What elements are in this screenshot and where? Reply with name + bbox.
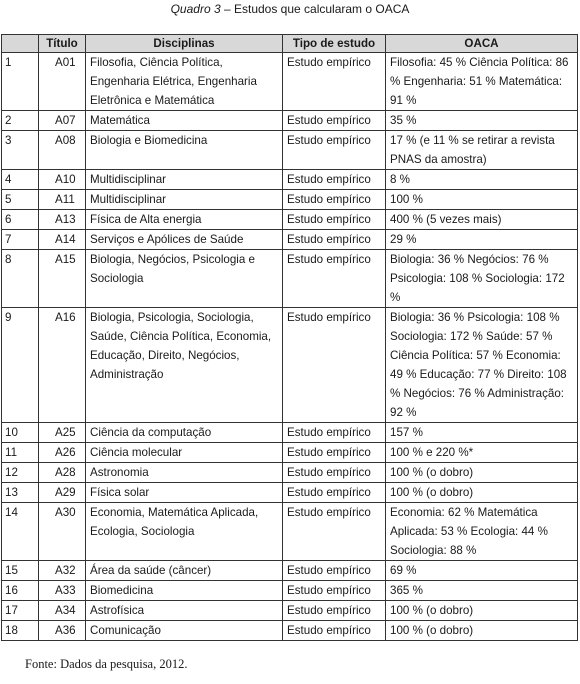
header-study-type: Tipo de estudo [283, 35, 386, 53]
header-title: Título [39, 35, 86, 53]
cell-study-type: Estudo empírico [283, 503, 386, 561]
cell-oaca: 365 % [386, 581, 578, 601]
cell-title: A01 [39, 53, 86, 111]
cell-disciplines: Filosofia, Ciência Política, Engenharia Elétrica, Engenharia Eletrônica e Matemática [86, 53, 283, 111]
cell-oaca: Economia: 62 % Matemática Aplicada: 53 % Ecologia: 44 % Sociologia: 88 % [386, 503, 578, 561]
cell-index: 12 [2, 463, 39, 483]
cell-title: A29 [39, 483, 86, 503]
cell-oaca: 8 % [386, 170, 578, 190]
table-row [2, 53, 578, 111]
studies-table [1, 34, 578, 641]
cell-disciplines: Biologia, Negócios, Psicologia e Sociologia [86, 250, 283, 308]
cell-title: A33 [39, 581, 86, 601]
cell-title: A25 [39, 423, 86, 443]
table-row [2, 621, 578, 641]
cell-title: A08 [39, 131, 86, 170]
cell-index: 9 [2, 308, 39, 423]
cell-oaca: Biologia: 36 % Psicologia: 108 % Sociologia: 172 % Saúde: 57 % Ciência Política: 57 % Economia: 49 % Educação: 77 % Direito: 108 % Negócios: 76 % Administração: 92 % [386, 308, 578, 423]
table-row [2, 230, 578, 250]
cell-disciplines: Biomedicina [86, 581, 283, 601]
cell-disciplines: Área da saúde (câncer) [86, 561, 283, 581]
table-row [2, 250, 578, 308]
cell-index: 5 [2, 190, 39, 210]
cell-disciplines: Astronomia [86, 463, 283, 483]
table-body [2, 53, 578, 641]
cell-disciplines: Multidisciplinar [86, 190, 283, 210]
cell-index: 8 [2, 250, 39, 308]
cell-study-type: Estudo empírico [283, 601, 386, 621]
cell-index: 3 [2, 131, 39, 170]
table-row [2, 581, 578, 601]
cell-oaca: 29 % [386, 230, 578, 250]
cell-oaca: 100 % (o dobro) [386, 483, 578, 503]
table-row [2, 561, 578, 581]
cell-study-type: Estudo empírico [283, 250, 386, 308]
cell-index: 10 [2, 423, 39, 443]
cell-disciplines: Serviços e Apólices de Saúde [86, 230, 283, 250]
cell-disciplines: Ciência da computação [86, 423, 283, 443]
cell-oaca: 69 % [386, 561, 578, 581]
cell-study-type: Estudo empírico [283, 170, 386, 190]
cell-title: A13 [39, 210, 86, 230]
cell-study-type: Estudo empírico [283, 308, 386, 423]
cell-study-type: Estudo empírico [283, 423, 386, 443]
table-row [2, 131, 578, 170]
cell-study-type: Estudo empírico [283, 463, 386, 483]
header-disciplines: Disciplinas [86, 35, 283, 53]
cell-disciplines: Física de Alta energia [86, 210, 283, 230]
cell-disciplines: Física solar [86, 483, 283, 503]
cell-index: 16 [2, 581, 39, 601]
cell-study-type: Estudo empírico [283, 111, 386, 131]
cell-study-type: Estudo empírico [283, 483, 386, 503]
cell-title: A28 [39, 463, 86, 483]
table-row [2, 443, 578, 463]
cell-study-type: Estudo empírico [283, 210, 386, 230]
table-row [2, 463, 578, 483]
cell-study-type: Estudo empírico [283, 561, 386, 581]
cell-oaca: 157 % [386, 423, 578, 443]
cell-study-type: Estudo empírico [283, 621, 386, 641]
cell-oaca: 400 % (5 vezes mais) [386, 210, 578, 230]
cell-oaca: 100 % e 220 %* [386, 443, 578, 463]
cell-index: 14 [2, 503, 39, 561]
cell-oaca: 17 % (e 11 % se retirar a revista PNAS da amostra) [386, 131, 578, 170]
table-row [2, 111, 578, 131]
header-index [2, 35, 39, 53]
cell-index: 2 [2, 111, 39, 131]
cell-disciplines: Ciência molecular [86, 443, 283, 463]
cell-oaca: Filosofia: 45 % Ciência Política: 86 % Engenharia: 51 % Matemática: 91 % [386, 53, 578, 111]
cell-study-type: Estudo empírico [283, 230, 386, 250]
cell-index: 13 [2, 483, 39, 503]
table-row [2, 210, 578, 230]
header-oaca: OACA [386, 35, 578, 53]
table-row [2, 601, 578, 621]
cell-index: 17 [2, 601, 39, 621]
cell-index: 4 [2, 170, 39, 190]
cell-oaca: 100 % (o dobro) [386, 463, 578, 483]
caption-text: – Estudos que calcularam o OACA [220, 2, 410, 16]
table-header-row [2, 35, 578, 53]
cell-disciplines: Biologia, Psicologia, Sociologia, Saúde, Ciência Política, Economia, Educação, Direito, Negócios, Administração [86, 308, 283, 423]
source-note: Fonte: Dados da pesquisa, 2012. [25, 657, 188, 671]
cell-disciplines: Economia, Matemática Aplicada, Ecologia, Sociologia [86, 503, 283, 561]
cell-oaca: 35 % [386, 111, 578, 131]
cell-study-type: Estudo empírico [283, 131, 386, 170]
cell-study-type: Estudo empírico [283, 190, 386, 210]
cell-title: A34 [39, 601, 86, 621]
cell-oaca: Biologia: 36 % Negócios: 76 % Psicologia: 108 % Sociologia: 172 % [386, 250, 578, 308]
cell-title: A10 [39, 170, 86, 190]
cell-study-type: Estudo empírico [283, 53, 386, 111]
cell-study-type: Estudo empírico [283, 443, 386, 463]
cell-title: A36 [39, 621, 86, 641]
cell-index: 7 [2, 230, 39, 250]
cell-oaca: 100 % (o dobro) [386, 601, 578, 621]
cell-disciplines: Multidisciplinar [86, 170, 283, 190]
cell-title: A32 [39, 561, 86, 581]
table-row [2, 190, 578, 210]
cell-title: A11 [39, 190, 86, 210]
cell-index: 15 [2, 561, 39, 581]
table-row [2, 170, 578, 190]
table-caption [0, 2, 580, 16]
caption-label: Quadro 3 [170, 2, 221, 16]
table-row [2, 423, 578, 443]
cell-disciplines: Comunicação [86, 621, 283, 641]
cell-title: A26 [39, 443, 86, 463]
cell-title: A30 [39, 503, 86, 561]
cell-index: 11 [2, 443, 39, 463]
cell-oaca: 100 % (o dobro) [386, 621, 578, 641]
cell-title: A16 [39, 308, 86, 423]
cell-disciplines: Biologia e Biomedicina [86, 131, 283, 170]
cell-oaca: 100 % [386, 190, 578, 210]
table-row [2, 503, 578, 561]
cell-title: A15 [39, 250, 86, 308]
cell-title: A07 [39, 111, 86, 131]
cell-disciplines: Astrofísica [86, 601, 283, 621]
cell-index: 1 [2, 53, 39, 111]
cell-study-type: Estudo empírico [283, 581, 386, 601]
cell-title: A14 [39, 230, 86, 250]
cell-index: 18 [2, 621, 39, 641]
table-row [2, 483, 578, 503]
table-row [2, 308, 578, 423]
cell-disciplines: Matemática [86, 111, 283, 131]
cell-index: 6 [2, 210, 39, 230]
